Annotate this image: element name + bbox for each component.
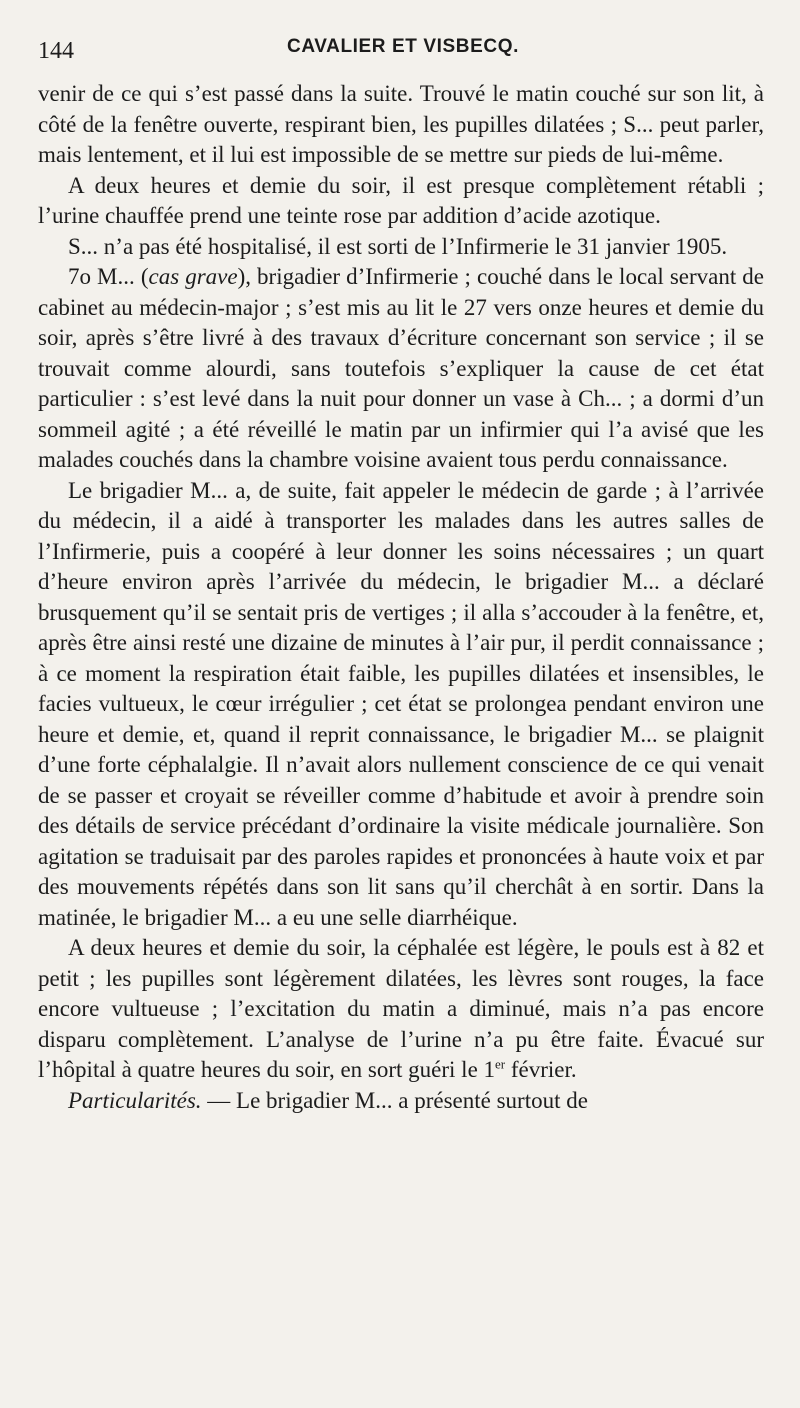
paragraph-tail: février. bbox=[505, 1057, 577, 1082]
paragraph bbox=[38, 933, 764, 1086]
section-label: Particularités. bbox=[68, 1087, 202, 1113]
paragraph: Le brigadier M... a, de suite, fait appeler le médecin de garde ; à l’arrivée du médecin, il a aidé à transporter les malades dans les autres salles de l’Infirmerie, puis a coopéré à leur donner les soins nécessaires ; un quart d’heure environ après l’arrivée du médecin, le brigadier M... a déclaré brusquement qu’il se sentait pris de vertiges ; il alla s’accouder à la fenêtre, et, après être ainsi resté une dizaine de minutes à l’air pur, il perdit connaissance ; à ce moment la respiration était faible, les pupilles dilatées et insensibles, le facies vultueux, le cœur irrégulier ; cet état se prolongea pendant environ une heure et demie, et, quand il reprit connaissance, le brigadier M... se plaignit d’une forte céphalalgie. Il n’avait alors nullement conscience de ce qui venait de se passer et croyait se réveiller comme d’habitude et avoir à prendre soin des détails de service précédant d’ordinaire la visite médicale journalière. Son agitation se traduisait par des paroles rapides et prononcées à haute voix et par des mouvements répétés dans son lit sans qu’il cherchât à en sortir. Dans la matinée, le brigadier M... a eu une selle diarrhéique. bbox=[38, 477, 764, 930]
paragraph-text: — Le brigadier M... a présenté surtout de bbox=[201, 1087, 588, 1113]
ordinal-suffix: er bbox=[495, 1056, 506, 1072]
case-number: 7o M... ( bbox=[68, 264, 149, 289]
page-header bbox=[38, 30, 768, 70]
paragraph: S... n’a pas été hospitalisé, il est sorti de l’Infirmerie le 31 janvier 1905. bbox=[68, 233, 728, 259]
paragraph-text: ), brigadier d’Infirmerie ; couché dans le local servant de cabinet au médecin-major ; s’est mis au lit le 27 vers onze heures et demie du soir, après s’être livré à des travaux d’écriture concernant son service ; il se trouvait comme alourdi, sans toutefois s’expliquer la cause de cet état particulier : s’est levé dans la nuit pour donner un vase à Ch... ; a dormi d’un sommeil agité ; a été réveillé le matin par un infirmier qui l’a avisé que les malades couchés dans la chambre voisine avaient tous perdu connaissance. bbox=[38, 264, 764, 472]
paragraph-text: A deux heures et demie du soir, la céphalée est légère, le pouls est à 82 et petit ; les pupilles sont légèrement dilatées, les lèvres sont rouges, la face encore vultueuse ; l’excitation du matin a diminué, mais n’a pas encore disparu complètement. L’analyse de l’urine n’a pu être faite. Évacué sur l’hôpital à quatre heures du soir, en sort guéri le 1 bbox=[38, 935, 764, 1082]
paragraph: venir de ce qui s’est passé dans la suite. Trouvé le matin couché sur son lit, à côté de la fenêtre ouverte, respirant bien, les pupilles dilatées ; S... peut parler, mais lentement, et il lui est impossible de se mettre sur pieds de lui-même. bbox=[38, 81, 764, 167]
paragraph: A deux heures et demie du soir, il est presque complètement rétabli ; l’urine chauffée prend une teinte rose par addition d’acide azotique. bbox=[38, 172, 764, 228]
paragraph bbox=[38, 1086, 764, 1117]
case-severity: cas grave bbox=[148, 264, 238, 289]
page-number: 144 bbox=[38, 38, 74, 64]
paragraph bbox=[38, 262, 764, 476]
body-text bbox=[38, 79, 764, 1116]
running-head: CAVALIER ET VISBECQ. bbox=[287, 36, 519, 57]
